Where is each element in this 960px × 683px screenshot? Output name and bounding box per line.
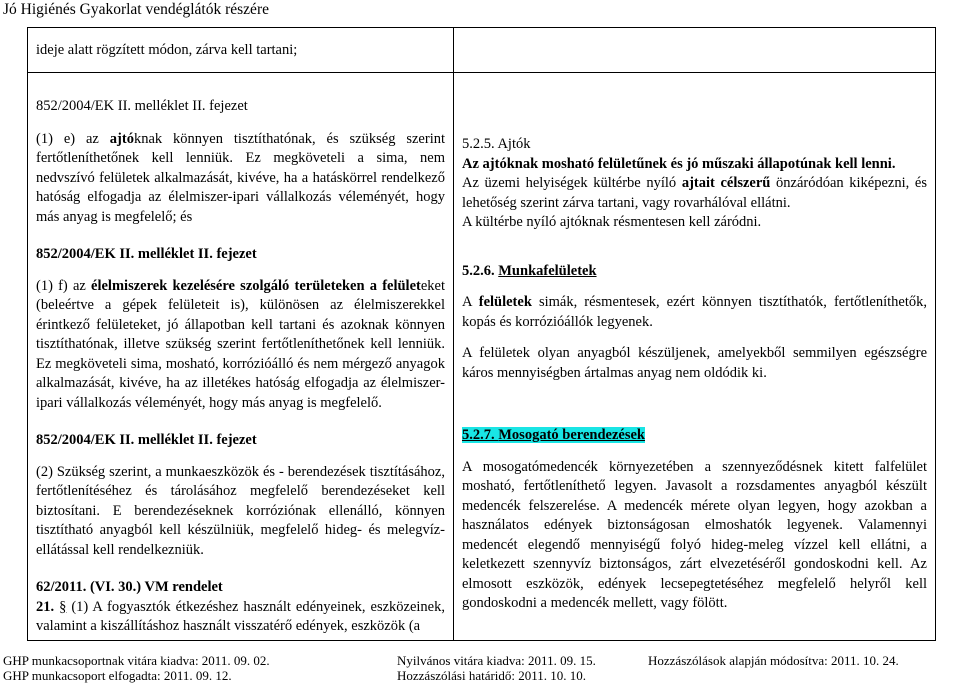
footer-text: GHP munkacsoportnak vitára kiadva: 2011. 09. 02. xyxy=(3,653,270,668)
legal-reference: 852/2004/EK II. melléklet II. fejezet xyxy=(36,246,257,262)
legal-paragraph: (1) f) az élelmiszerek kezelésére szolgáló területeken a felületeket (beleértve a gépek felületeit is), különösen az élelmiszerekkel érintkező felületeket, jó állapotban kell tartani és azoknak könnyen tisztíthatónak, illetve szükség szerint fertőtleníthetőnek kell lenniük. Ez megköveteli sima, mosható, korrózióálló és nem mérgező anyagok alkalmazását, kivéve, ha az illetékes hatóság elfogadja az élelmiszer-ipari vállalkozás véleményét, hogy más anyag is megfelelő. xyxy=(36,277,446,411)
guideline-paragraph: A felületek olyan anyagból készüljenek, amelyekből semmilyen egészségre káros mennyiségben ártalmas anyag nem oldódik ki. xyxy=(462,345,927,381)
comparison-table xyxy=(27,27,936,641)
table-row xyxy=(28,28,936,73)
guideline-paragraph: A mosogatómedencék környezetében a szennyeződésnek kitett falfelület mosható, fertőtleníthető legyen. Javasolt a rozsdamentes anyagból készült medencék felszerelése. A medencék mérete olyan legyen, hogy azokban a használatos edények biztonságosan elmoshatók legyenek. Valamennyi medencét elegendő mennyiségű folyó hideg-meleg vízzel kell ellátni, a keletkezett szennyvíz biztonságos, zárt elvezetéséről gondoskodni kell. Az elmosott eszközök, edények lecsepegtetéséhez megfelelő helyről kell gondoskodni a medencék mellett, vagy fölött. xyxy=(462,458,927,611)
legal-paragraph: (2) Szükség szerint, a munkaeszközök és - berendezések tisztításához, fertőtlenítéséhez és tárolásához megfelelő berendezéseket kell biztosítani. E berendezéseknek korróziónak ellenálló, könnyen tisztítható anyagból kell készülniük, megfelelő hideg- és melegvíz-ellátással kell rendelkezniük. xyxy=(36,463,445,558)
page-header: Jó Higiénés Gyakorlat vendéglátók részére xyxy=(3,1,269,18)
table-cell xyxy=(28,28,454,73)
section-lead: Az ajtóknak mosható felületűnek és jó műszaki állapotúnak kell lenni. xyxy=(462,155,896,172)
legal-paragraph: (1) e) az ajtóknak könnyen tisztíthatónak, és szükség szerint fertőtleníthetőnek kell lenniük. Ez megköveteli a sima, nem nedvszívó felületek alkalmazását, kivéve, ha a hatáskörrel rendelkező hatóság elfogadja az élelmiszer-ipari vállalkozás véleményét, hogy más anyag is megfelelő; és xyxy=(36,130,445,225)
section-title-washing: 5.2.7. Mosogató berendezések xyxy=(462,427,645,443)
legal-paragraph: 21. § (1) A fogyasztók étkezéshez használt edényeinek, eszközeinek, valamint a kiszállításhoz használt visszatérő edények, eszközök (a xyxy=(36,598,445,634)
footer-text: Hozzászólások alapján módosítva: 2011. 10. 24. xyxy=(648,653,899,668)
guideline-paragraph: A felületek simák, résmentesek, ezért könnyen tisztíthatók, fertőtleníthetők, kopás és korrózióállók legyenek. xyxy=(462,294,927,330)
footer-text: GHP munkacsoport elfogadta: 2011. 09. 12. xyxy=(3,668,232,683)
footer-text: Nyilvános vitára kiadva: 2011. 09. 15. xyxy=(397,653,596,668)
section-title-work-surfaces: 5.2.6. Munkafelületek xyxy=(462,262,597,279)
table-row xyxy=(28,73,936,641)
footer-text: Hozzászólási határidő: 2011. 10. 10. xyxy=(397,668,587,683)
guideline-column xyxy=(454,73,936,641)
legal-text-column xyxy=(28,73,454,641)
section-title-doors: 5.2.5. Ajtók xyxy=(462,136,531,152)
guideline-paragraph: Az üzemi helyiségek kültérbe nyíló ajtait célszerű önzáródóan kiképezni, és lehetőség szerint zárva tartani, vagy rovarhálóval ellátni. xyxy=(462,175,927,211)
legal-reference: 852/2004/EK II. melléklet II. fejezet xyxy=(36,432,257,448)
table-cell xyxy=(454,28,936,73)
continued-text: ideje alatt rögzített módon, zárva kell tartani; xyxy=(36,42,298,58)
legal-reference: 62/2011. (VI. 30.) VM rendelet xyxy=(36,579,223,595)
guideline-paragraph: A kültérbe nyíló ajtóknak résmentesen kell záródni. xyxy=(462,214,762,230)
legal-reference: 852/2004/EK II. melléklet II. fejezet xyxy=(36,98,248,114)
